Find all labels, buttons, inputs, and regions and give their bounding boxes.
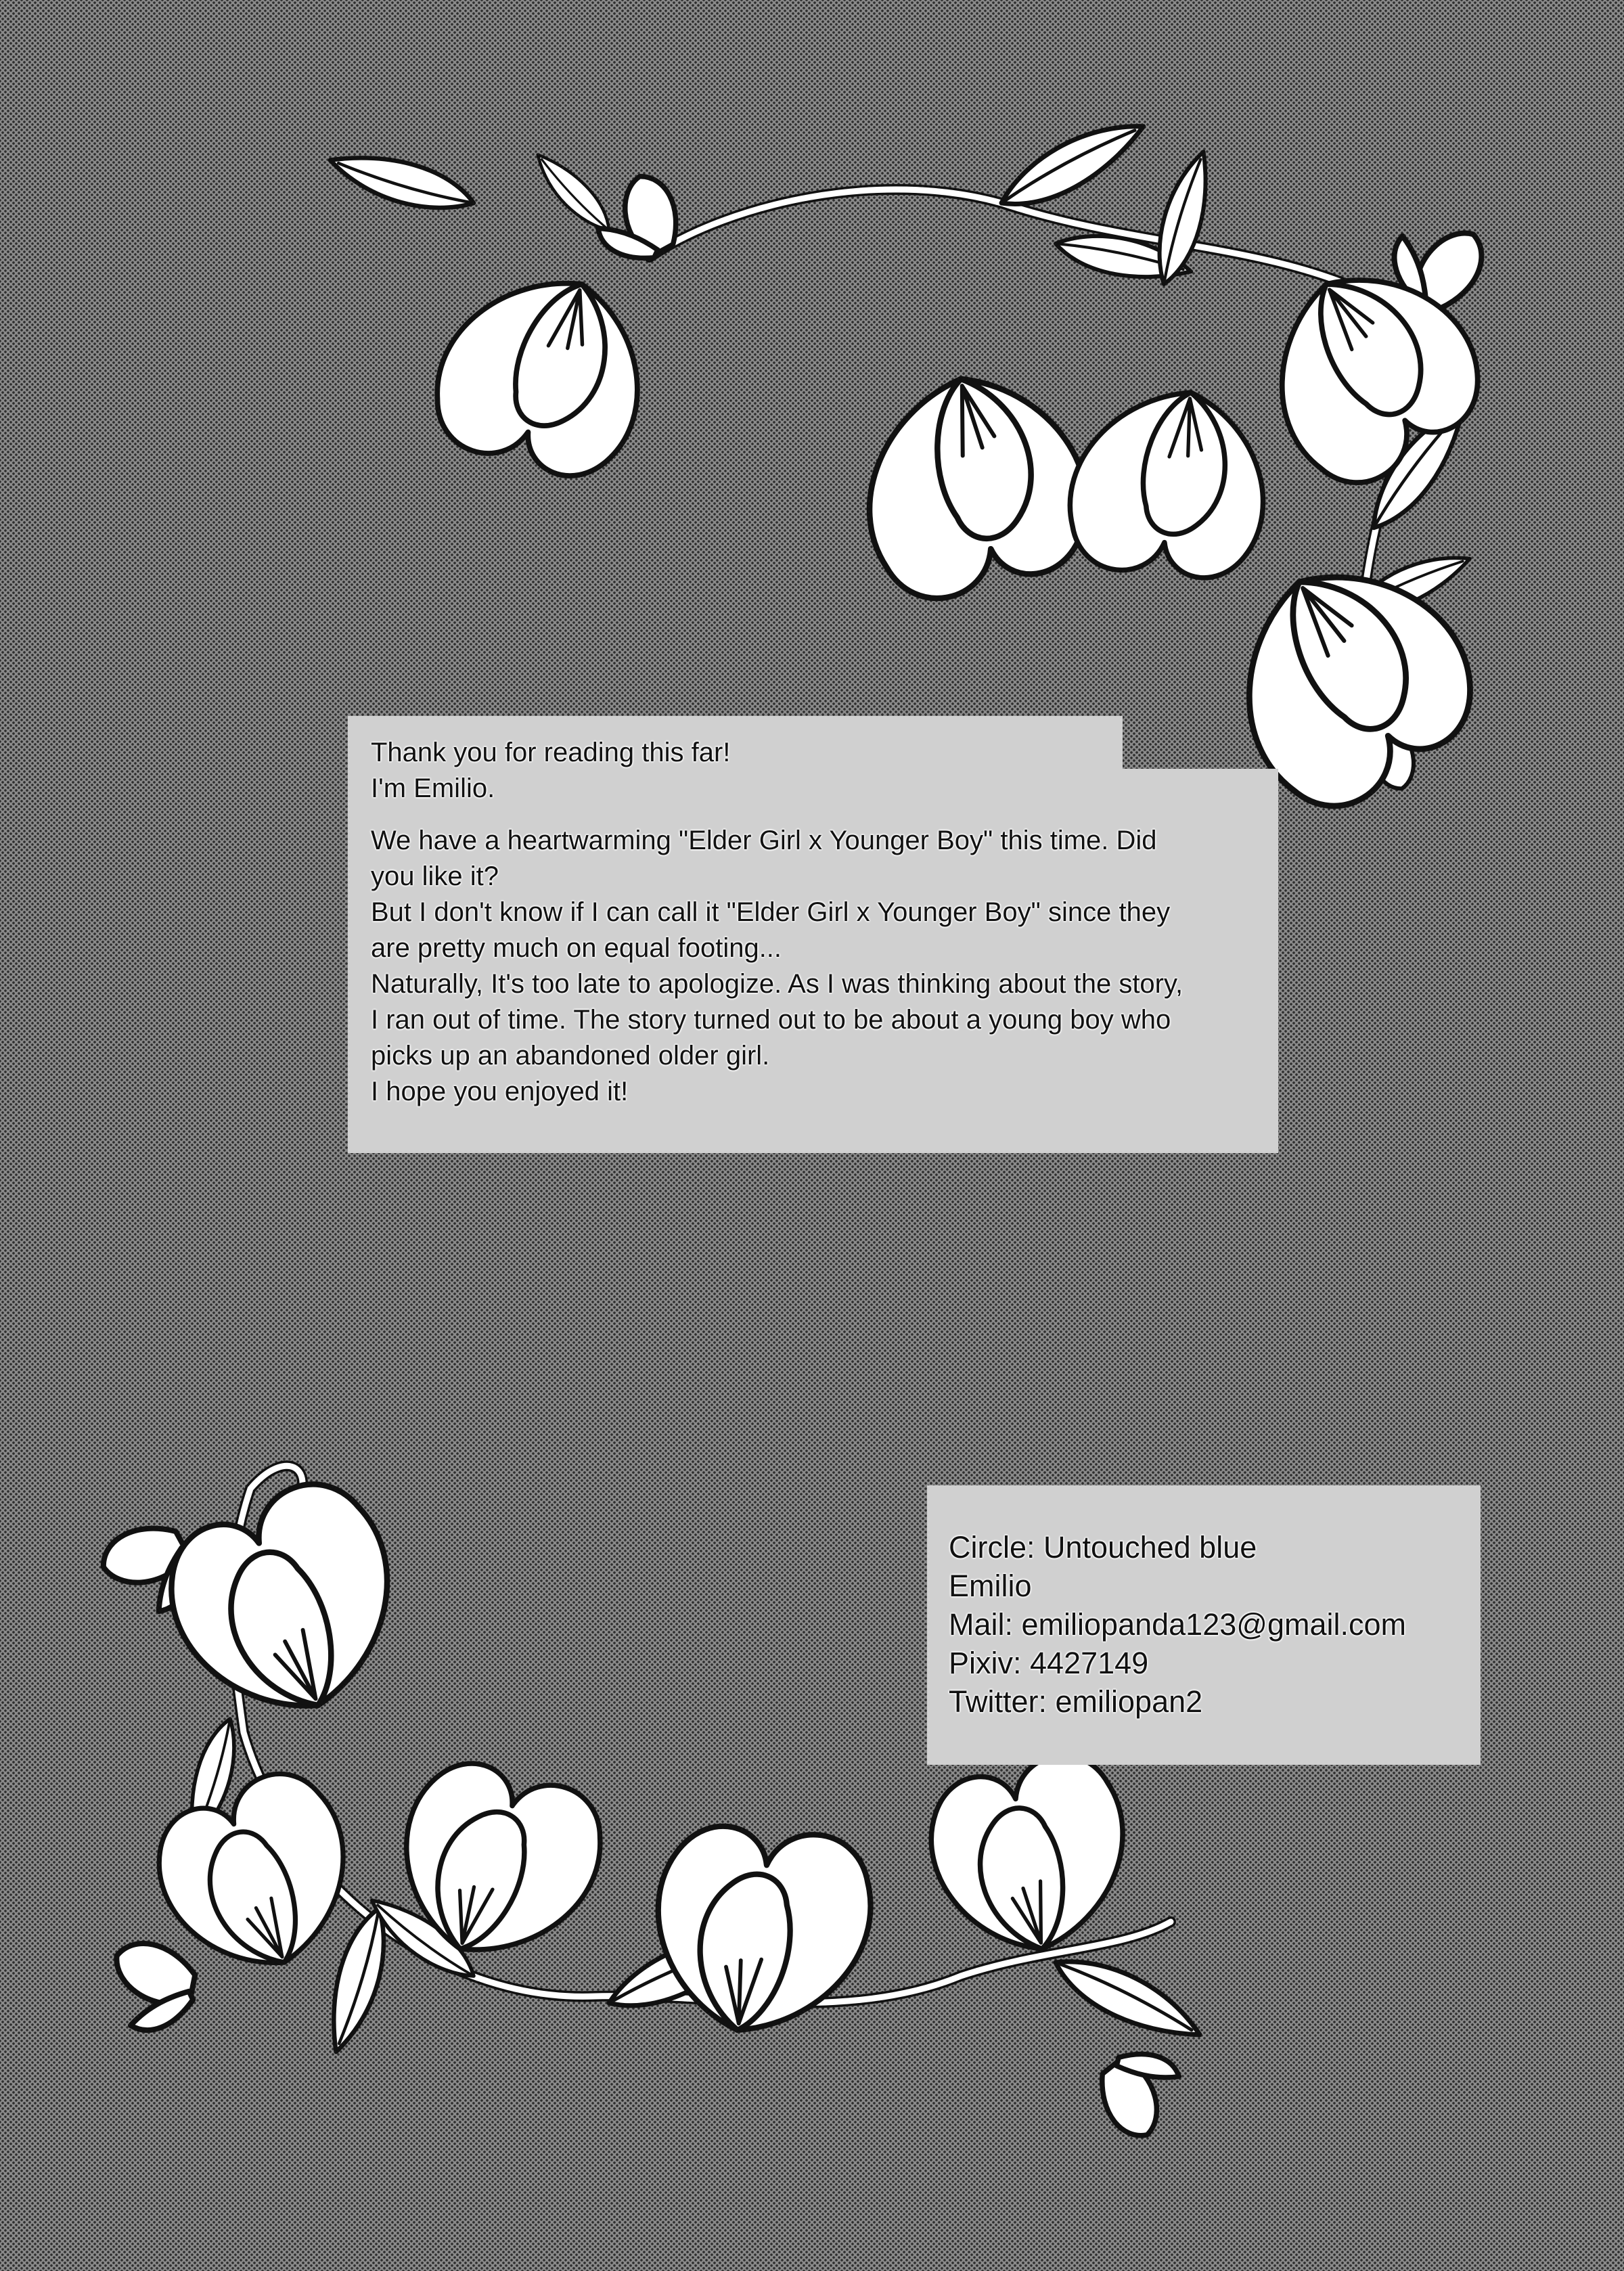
body-line: Naturally, It's too late to apologize. As I was thinking about the story, [371, 969, 1183, 999]
twitter-handle: Twitter: emiliopan2 [949, 1684, 1203, 1719]
contact-info [949, 1528, 1406, 1721]
afterword-text [371, 735, 1278, 1110]
mail-address: Mail: emiliopanda123@gmail.com [949, 1607, 1406, 1642]
body-line: picks up an abandoned older girl. [371, 1041, 770, 1071]
author-name: Emilio [949, 1569, 1032, 1603]
body-line: I ran out of time. The story turned out to be about a young boy who [371, 1005, 1171, 1035]
body-line: I hope you enjoyed it! [371, 1077, 629, 1106]
body-line: But I don't know if I can call it "Elder Girl x Younger Boy" since they [371, 897, 1171, 927]
greeting-line: Thank you for reading this far! [371, 738, 731, 767]
pixiv-id: Pixiv: 4427149 [949, 1646, 1149, 1680]
body-line: We have a heartwarming "Elder Girl x Younger Boy" this time. Did [371, 826, 1157, 855]
body-line: are pretty much on equal footing... [371, 933, 782, 963]
body-line: you like it? [371, 861, 499, 891]
circle-name: Circle: Untouched blue [949, 1530, 1257, 1565]
greeting-line: I'm Emilio. [371, 773, 495, 803]
